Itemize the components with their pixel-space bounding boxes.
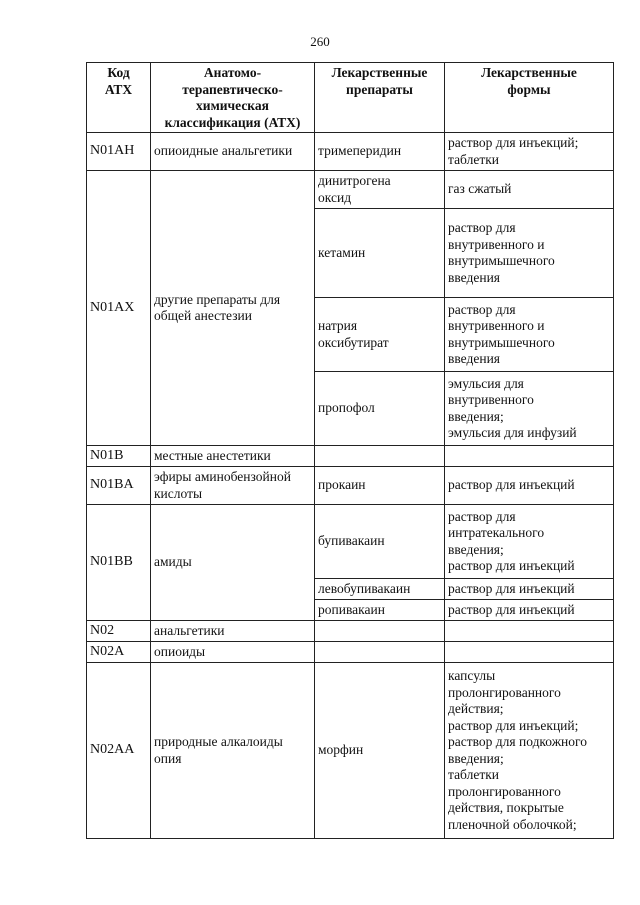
atc-class: местные анестетики bbox=[151, 446, 315, 467]
table-row bbox=[87, 133, 614, 171]
dosage-form: раствор для инъекций bbox=[445, 467, 614, 505]
atc-class: амиды bbox=[151, 505, 315, 621]
atc-code: N01AH bbox=[87, 133, 151, 171]
atc-code: N01BA bbox=[87, 467, 151, 505]
atc-class: природные алкалоиды опия bbox=[151, 663, 315, 839]
dosage-form: раствор для интратекального введения; раствор для инъекций bbox=[445, 505, 614, 579]
table-row bbox=[87, 621, 614, 642]
drug-name: морфин bbox=[315, 663, 445, 839]
dosage-form: раствор для внутривенного и внутримышечного введения bbox=[445, 298, 614, 372]
table-row bbox=[87, 505, 614, 579]
drug-name bbox=[315, 446, 445, 467]
drug-name: левобупивакаин bbox=[315, 579, 445, 600]
drug-name: бупивакаин bbox=[315, 505, 445, 579]
dosage-form: эмульсия для внутривенного введения; эмульсия для инфузий bbox=[445, 372, 614, 446]
atc-code: N02 bbox=[87, 621, 151, 642]
atc-code: N02AA bbox=[87, 663, 151, 839]
dosage-form: капсулы пролонгированного действия; раствор для инъекций; раствор для подкожного введения; таблетки пролонгированного действия, покрытые пленочной оболочкой; bbox=[445, 663, 614, 839]
drug-name: прокаин bbox=[315, 467, 445, 505]
drug-name: кетамин bbox=[315, 209, 445, 298]
dosage-form bbox=[445, 642, 614, 663]
dosage-form bbox=[445, 446, 614, 467]
atc-code: N01AX bbox=[87, 171, 151, 446]
atc-code: N01BB bbox=[87, 505, 151, 621]
drug-name: тримеперидин bbox=[315, 133, 445, 171]
dosage-form: раствор для инъекций; таблетки bbox=[445, 133, 614, 171]
page-number: 260 bbox=[310, 34, 330, 49]
atc-class: эфиры аминобензойной кислоты bbox=[151, 467, 315, 505]
header-drugs: Лекарственные препараты bbox=[315, 63, 445, 133]
table-row bbox=[87, 663, 614, 839]
drug-name: пропофол bbox=[315, 372, 445, 446]
atc-drug-table bbox=[86, 62, 614, 839]
atc-class: другие препараты для общей анестезии bbox=[151, 171, 315, 446]
atc-code: N02A bbox=[87, 642, 151, 663]
dosage-form: газ сжатый bbox=[445, 171, 614, 209]
table-row bbox=[87, 642, 614, 663]
header-atc-code: Код АТХ bbox=[87, 63, 151, 133]
drug-name bbox=[315, 642, 445, 663]
table-header-row bbox=[87, 63, 614, 133]
dosage-form: раствор для инъекций bbox=[445, 600, 614, 621]
drug-name: ропивакаин bbox=[315, 600, 445, 621]
table-row bbox=[87, 171, 614, 209]
dosage-form: раствор для инъекций bbox=[445, 579, 614, 600]
header-atc-classification: Анатомо- терапевтическо- химическая классификация (АТХ) bbox=[151, 63, 315, 133]
dosage-form: раствор для внутривенного и внутримышечного введения bbox=[445, 209, 614, 298]
atc-code: N01B bbox=[87, 446, 151, 467]
dosage-form bbox=[445, 621, 614, 642]
atc-class: анальгетики bbox=[151, 621, 315, 642]
table-row bbox=[87, 446, 614, 467]
header-dosage-forms: Лекарственные формы bbox=[445, 63, 614, 133]
drug-name: натрия оксибутират bbox=[315, 298, 445, 372]
atc-class: опиоидные анальгетики bbox=[151, 133, 315, 171]
drug-name: динитрогена оксид bbox=[315, 171, 445, 209]
drug-name bbox=[315, 621, 445, 642]
atc-class: опиоиды bbox=[151, 642, 315, 663]
table-row bbox=[87, 467, 614, 505]
